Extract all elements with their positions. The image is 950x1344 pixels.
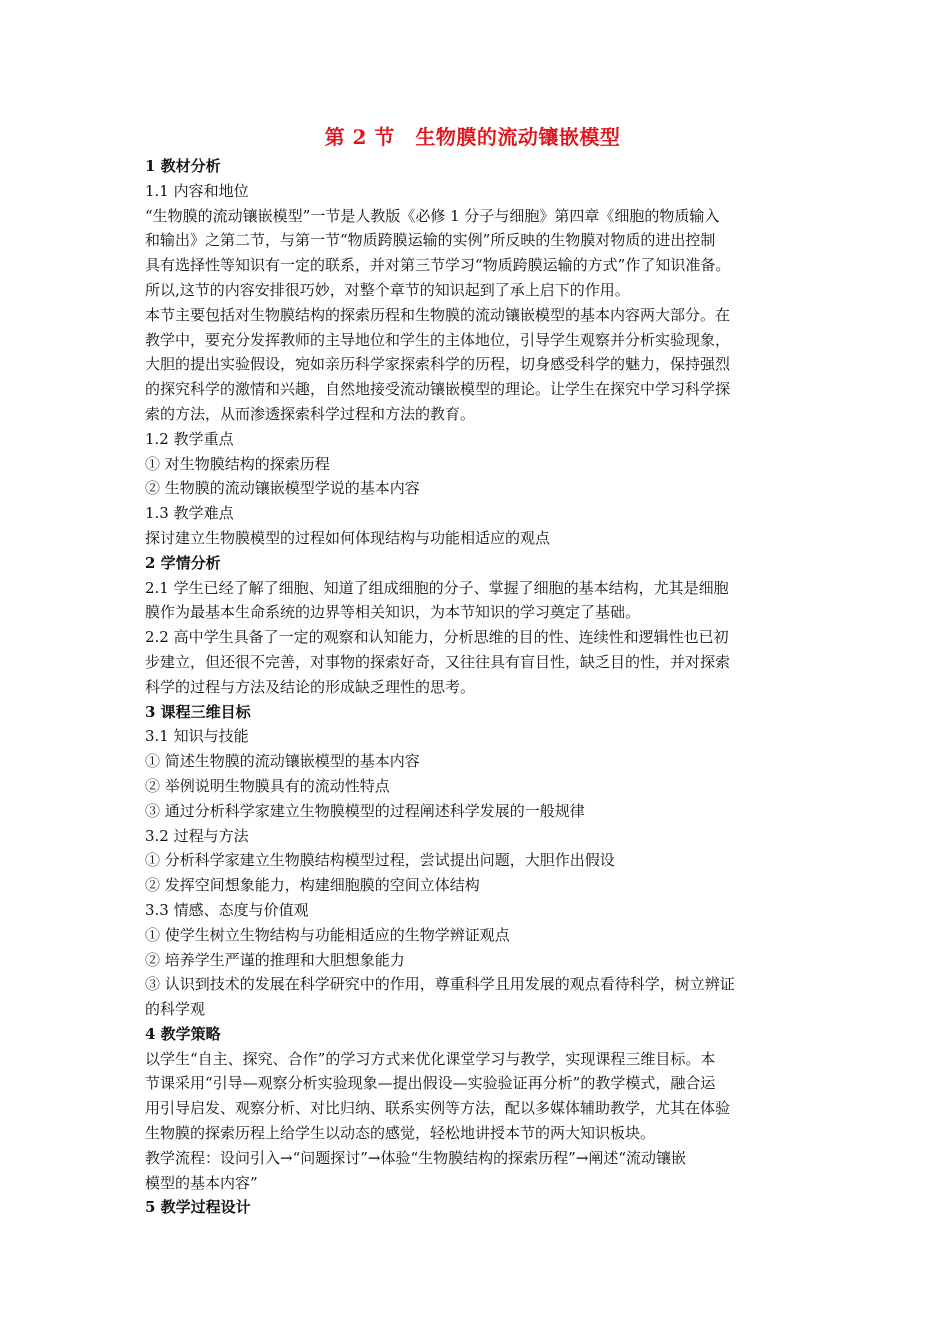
- text-line: 以学生“自主、探究、合作”的学习方式来优化课堂学习与教学，实现课程三维目标。本: [145, 1049, 716, 1068]
- text-line: 1.1 内容和地位: [145, 181, 249, 200]
- text-line: ① 简述生物膜的流动镶嵌模型的基本内容: [145, 752, 420, 771]
- text-line: “生物膜的流动镶嵌模型”一节是人教版《必修 1 分子与细胞》第四章《细胞的物质输入: [145, 206, 720, 225]
- text-line: 具有选择性等知识有一定的联系，并对第三节学习“物质跨膜运输的方式”作了知识准备。: [145, 256, 731, 275]
- text-line: ② 生物膜的流动镶嵌模型学说的基本内容: [145, 479, 420, 498]
- text-line: 3.3 情感、态度与价值观: [145, 900, 309, 919]
- text-line: 大胆的提出实验假设，宛如亲历科学家探索科学的历程，切身感受科学的魅力，保持强烈: [145, 355, 731, 374]
- text-line: 1.3 教学难点: [145, 504, 234, 523]
- text-line: 和输出》之第二节，与第一节“物质跨膜运输的实例”所反映的生物膜对物质的进出控制: [145, 231, 716, 250]
- text-line: 2.2 高中学生具备了一定的观察和认知能力，分析思维的目的性、连续性和逻辑性也已初: [145, 628, 729, 647]
- text-line: 生物膜的探索历程上给学生以动态的感觉，轻松地讲授本节的两大知识板块。: [145, 1124, 656, 1143]
- text-line: ② 举例说明生物膜具有的流动性特点: [145, 776, 390, 795]
- text-line: 2.1 学生已经了解了细胞、知道了组成细胞的分子、掌握了细胞的基本结构，尤其是细胞: [145, 578, 729, 597]
- document-page: [145, 120, 810, 1220]
- section-heading: 2 学情分析: [145, 553, 221, 572]
- text-line: ③ 认识到技术的发展在科学研究中的作用，尊重科学且用发展的观点看待科学，树立辨证: [145, 975, 735, 994]
- section-heading: 1 教材分析: [145, 157, 221, 175]
- text-line: ① 使学生树立生物结构与功能相适应的生物学辨证观点: [145, 925, 510, 944]
- text-line: ① 对生物膜结构的探索历程: [145, 454, 330, 473]
- text-line: 节课采用“引导—观察分析实验现象—提出假设—实验验证再分析”的教学模式，融合运: [145, 1074, 716, 1093]
- text-line: 步建立，但还很不完善，对事物的探索好奇，又往往具有盲目性，缺乏目的性，并对探索: [145, 652, 731, 671]
- section-heading: 4 教学策略: [145, 1024, 221, 1043]
- text-line: 膜作为最基本生命系统的边界等相关知识，为本节知识的学习奠定了基础。: [145, 603, 641, 622]
- text-line: ① 分析科学家建立生物膜结构模型过程，尝试提出问题，大胆作出假设: [145, 851, 615, 870]
- text-line: 本节主要包括对生物膜结构的探索历程和生物膜的流动镶嵌模型的基本内容两大部分。在: [145, 305, 731, 324]
- text-line: 用引导启发、观察分析、对比归纳、联系实例等方法，配以多媒体辅助教学，尤其在体验: [145, 1099, 731, 1118]
- page-title: 第 2 节 生物膜的流动镶嵌模型: [324, 125, 621, 149]
- text-line: 模型的基本内容”: [145, 1173, 258, 1192]
- text-line: ③ 通过分析科学家建立生物膜模型的过程阐述科学发展的一般规律: [145, 801, 585, 820]
- text-line: 所以,这节的内容安排很巧妙，对整个章节的知识起到了承上启下的作用。: [145, 280, 630, 299]
- text-line: 的科学观: [145, 1000, 206, 1019]
- text-line: 1.2 教学重点: [145, 429, 234, 448]
- section-heading: 3 课程三维目标: [145, 702, 251, 721]
- document-body: [145, 154, 810, 1220]
- text-line: 索的方法，从而渗透探索科学过程和方法的教育。: [145, 404, 476, 423]
- text-line: 教学中，要充分发挥教师的主导地位和学生的主体地位，引导学生观察并分析实验现象，: [145, 330, 731, 349]
- text-line: 的探究科学的激情和兴趣，自然地接受流动镶嵌模型的理论。让学生在探究中学习科学探: [145, 380, 731, 399]
- text-line: 探讨建立生物膜模型的过程如何体现结构与功能相适应的观点: [145, 528, 551, 547]
- text-line: 教学流程：设问引入→“问题探讨”→体验“生物膜结构的探索历程”→阐述“流动镶嵌: [145, 1148, 687, 1167]
- text-line: 3.1 知识与技能: [145, 727, 249, 746]
- text-line: ② 培养学生严谨的推理和大胆想象能力: [145, 950, 405, 969]
- text-line: 3.2 过程与方法: [145, 826, 249, 845]
- text-line: 科学的过程与方法及结论的形成缺乏理性的思考。: [145, 677, 476, 696]
- text-line: ② 发挥空间想象能力，构建细胞膜的空间立体结构: [145, 876, 480, 895]
- section-heading: 5 教学过程设计: [145, 1198, 251, 1217]
